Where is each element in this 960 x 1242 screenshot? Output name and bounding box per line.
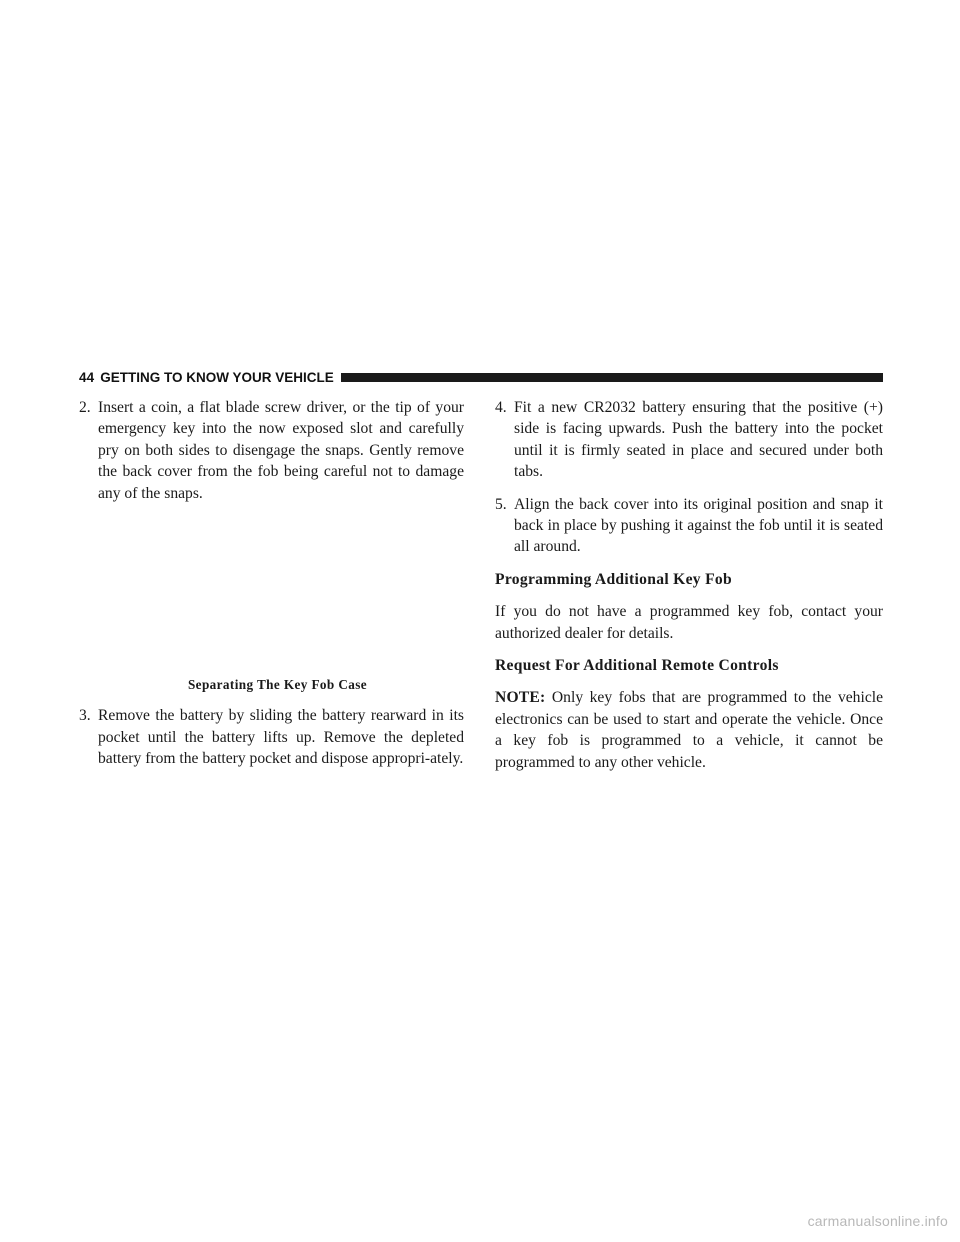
step-3 [79, 705, 464, 769]
left-column [79, 397, 464, 770]
step-3-text: Remove the battery by sliding the battery rearward in its pocket until the battery lifts up. Remove the depleted battery from the battery pocket and dispose appropri-ately. [98, 707, 464, 768]
step-2-number: 2. [79, 399, 91, 416]
right-column [495, 397, 883, 773]
step-5-number: 5. [495, 495, 507, 513]
watermark-link[interactable]: carmanualsonline.info [807, 1213, 948, 1229]
section-title: GETTING TO KNOW YOUR VEHICLE [100, 369, 334, 385]
step-2 [79, 397, 464, 504]
step-2-text: Insert a coin, a flat blade screw driver, or the tip of your emergency key into the now exposed slot and carefully pry on both sides to disengage the snaps. Gently remove the back cover from the fob being careful not to damage any of the snaps. [98, 399, 464, 502]
step-5 [495, 494, 883, 558]
page-number: 44 [79, 369, 95, 385]
heading-request-remote-controls: Request For Additional Remote Controls [495, 657, 779, 675]
step-3-number: 3. [79, 707, 91, 725]
note-text: Only key fobs that are programmed to the vehicle electronics can be used to start and operate the vehicle. Once a key fob is programmed to a vehicle, it cannot be programmed to any other vehicle. [495, 689, 883, 771]
spacer [495, 644, 883, 655]
heading-programming-key-fob: Programming Additional Key Fob [495, 570, 732, 588]
spacer [495, 590, 883, 601]
step-4 [495, 397, 883, 483]
note-label: NOTE: [495, 689, 546, 707]
step-4-text: Fit a new CR2032 battery ensuring that the positive (+) side is facing upwards. Push the battery into the pocket until it is firmly seated in place and secured under both tabs. [514, 399, 883, 481]
step-5-text: Align the back cover into its original position and snap it back in place by pushing it against the fob until it is seated all around. [514, 495, 883, 556]
header-rule [341, 373, 883, 382]
spacer [495, 558, 883, 569]
figure-area [79, 504, 464, 674]
figure-caption: Separating The Key Fob Case [187, 677, 368, 693]
programming-paragraph: If you do not have a programmed key fob, contact your authorized dealer for details. [495, 603, 883, 642]
spacer [495, 483, 883, 494]
note-paragraph [495, 687, 883, 773]
spacer [495, 676, 883, 687]
page-header [79, 369, 883, 385]
step-4-number: 4. [495, 399, 507, 416]
